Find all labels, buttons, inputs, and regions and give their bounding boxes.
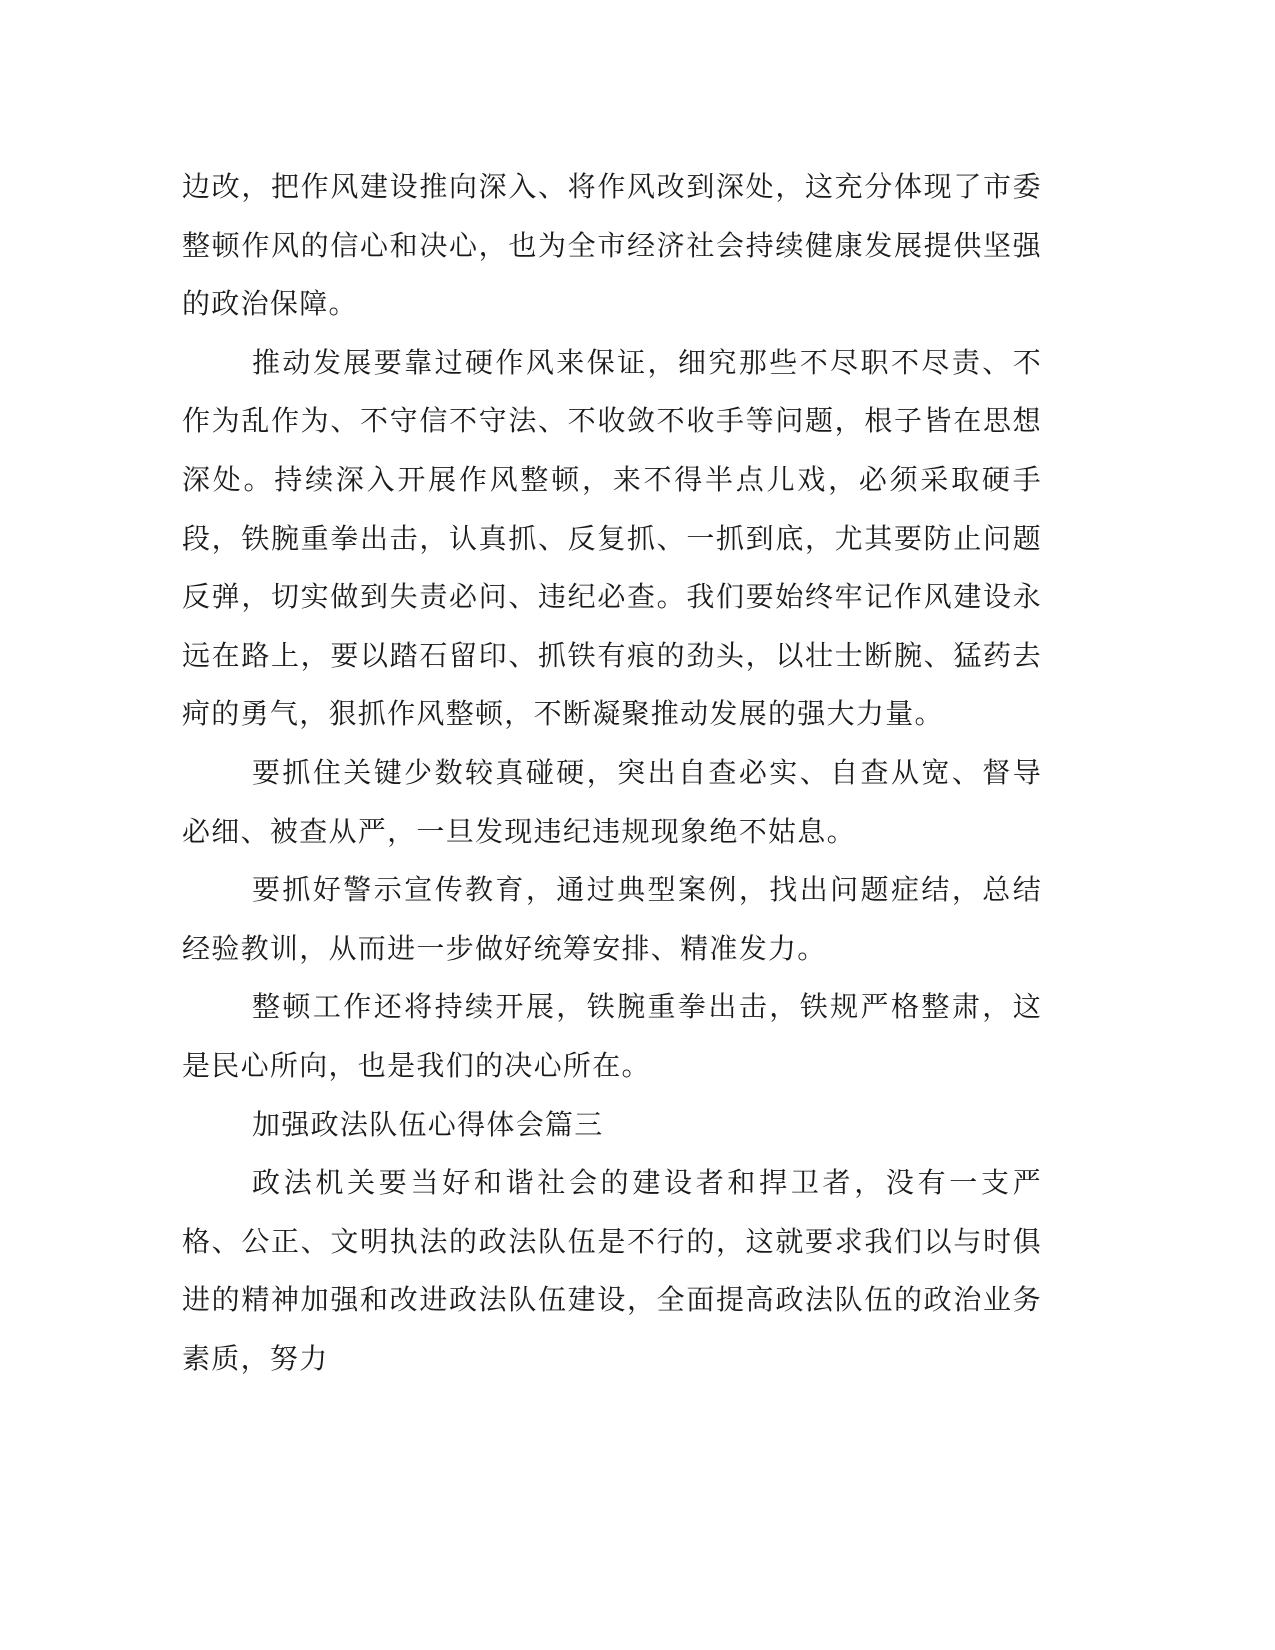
paragraph: 要抓住关键少数较真碰硬，突出自查必实、自查从宽、督导必细、被查从严，一旦发现违纪违规现象绝不姑息。 (182, 755, 1042, 848)
section-heading: 加强政法队伍心得体会篇三 (252, 1107, 604, 1141)
paragraph-continuation: 边改，把作风建设推向深入、将作风改到深处，这充分体现了市委整顿作风的信心和决心，也为全市经济社会持续健康发展提供坚强的政治保障。 (182, 170, 1042, 321)
paragraph: 推动发展要靠过硬作风来保证，细究那些不尽职不尽责、不作为乱作为、不守信不守法、不收敛不收手等问题，根子皆在思想深处。持续深入开展作风整顿，来不得半点儿戏，必须采取硬手段，铁腕重拳出击，认真抓、反复抓、一抓到底，尤其要防止问题反弹，切实做到失责必问、违纪必查。我们要始终牢记作风建设永远在路上，要以踏石留印、抓铁有痕的劲头，以壮士断腕、猛药去疴的勇气，狠抓作风整顿，不断凝聚推动发展的强大力量。 (182, 345, 1042, 731)
paragraph: 整顿工作还将持续开展，铁腕重拳出击，铁规严格整肃，这是民心所向，也是我们的决心所在。 (182, 990, 1042, 1082)
paragraph: 要抓好警示宣传教育，通过典型案例，找出问题症结，总结经验教训，从而进一步做好统筹安排、精准发力。 (182, 873, 1042, 965)
document-body (182, 158, 1042, 1388)
paragraph: 政法机关要当好和谐社会的建设者和捍卫者，没有一支严格、公正、文明执法的政法队伍是不行的，这就要求我们以与时俱进的精神加强和改进政法队伍建设，全面提高政法队伍的政治业务素质，努力 (182, 1166, 1042, 1375)
